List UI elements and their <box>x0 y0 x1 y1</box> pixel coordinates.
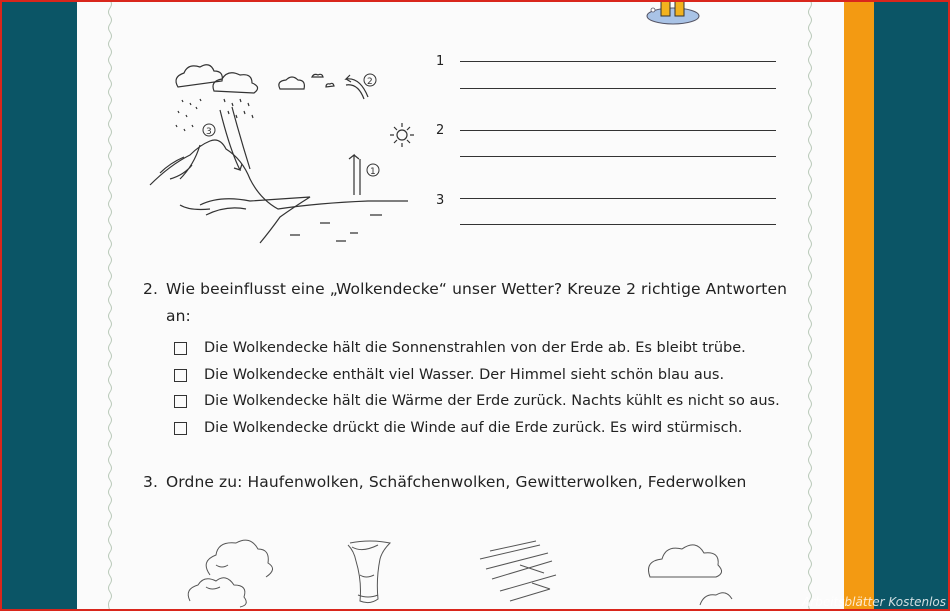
diagram-marker-2: 2 <box>367 77 373 87</box>
answer-line[interactable] <box>460 130 776 131</box>
answer-number-2: 2 <box>436 123 445 138</box>
checkbox[interactable] <box>174 422 187 435</box>
option-label: Die Wolkendecke enthält viel Wasser. Der Himmel sieht schön blau aus. <box>204 367 725 383</box>
option-label: Die Wolkendecke hält die Wärme der Erde zurück. Nachts kühlt es nicht so aus. <box>204 393 780 409</box>
diagram-marker-3: 3 <box>206 127 212 137</box>
orange-side-stripe <box>844 0 874 611</box>
checkbox[interactable] <box>174 342 187 355</box>
option-label: Die Wolkendecke drückt die Winde auf die Erde zurück. Es wird stürmisch. <box>204 420 743 436</box>
watermark: Arbeitsblätter Kostenlos <box>802 595 946 609</box>
answer-line[interactable] <box>460 198 776 199</box>
puddle-boots-illustration <box>645 0 705 28</box>
option-label: Die Wolkendecke hält die Sonnenstrahlen von der Erde ab. Es bleibt trübe. <box>204 340 746 356</box>
answer-option <box>174 367 724 383</box>
answer-option <box>174 340 746 356</box>
answer-line[interactable] <box>460 61 776 62</box>
answer-option <box>174 393 780 409</box>
checkbox[interactable] <box>174 395 187 408</box>
answer-option <box>174 420 742 436</box>
answer-number-1: 1 <box>436 54 445 69</box>
cloud-type-sketches <box>180 535 740 611</box>
answer-line[interactable] <box>460 88 776 89</box>
question-3-text: Ordne zu: Haufenwolken, Schäfchenwolken, Gewitterwolken, Federwolken <box>166 473 747 491</box>
left-border-decoration <box>107 0 113 611</box>
water-cycle-diagram <box>140 55 420 250</box>
answer-line[interactable] <box>460 156 776 157</box>
checkbox[interactable] <box>174 369 187 382</box>
right-border-decoration <box>807 0 813 611</box>
answer-number-3: 3 <box>436 193 445 208</box>
question-2-text: Wie beeinflusst eine „Wolkendecke“ unser Wetter? Kreuze 2 richtige Antworten <box>166 280 788 298</box>
question-2-number: 2. <box>143 280 158 298</box>
question-3-number: 3. <box>143 473 158 491</box>
question-2-text-continued: an: <box>166 307 191 325</box>
diagram-marker-1: 1 <box>370 167 376 177</box>
answer-line[interactable] <box>460 224 776 225</box>
